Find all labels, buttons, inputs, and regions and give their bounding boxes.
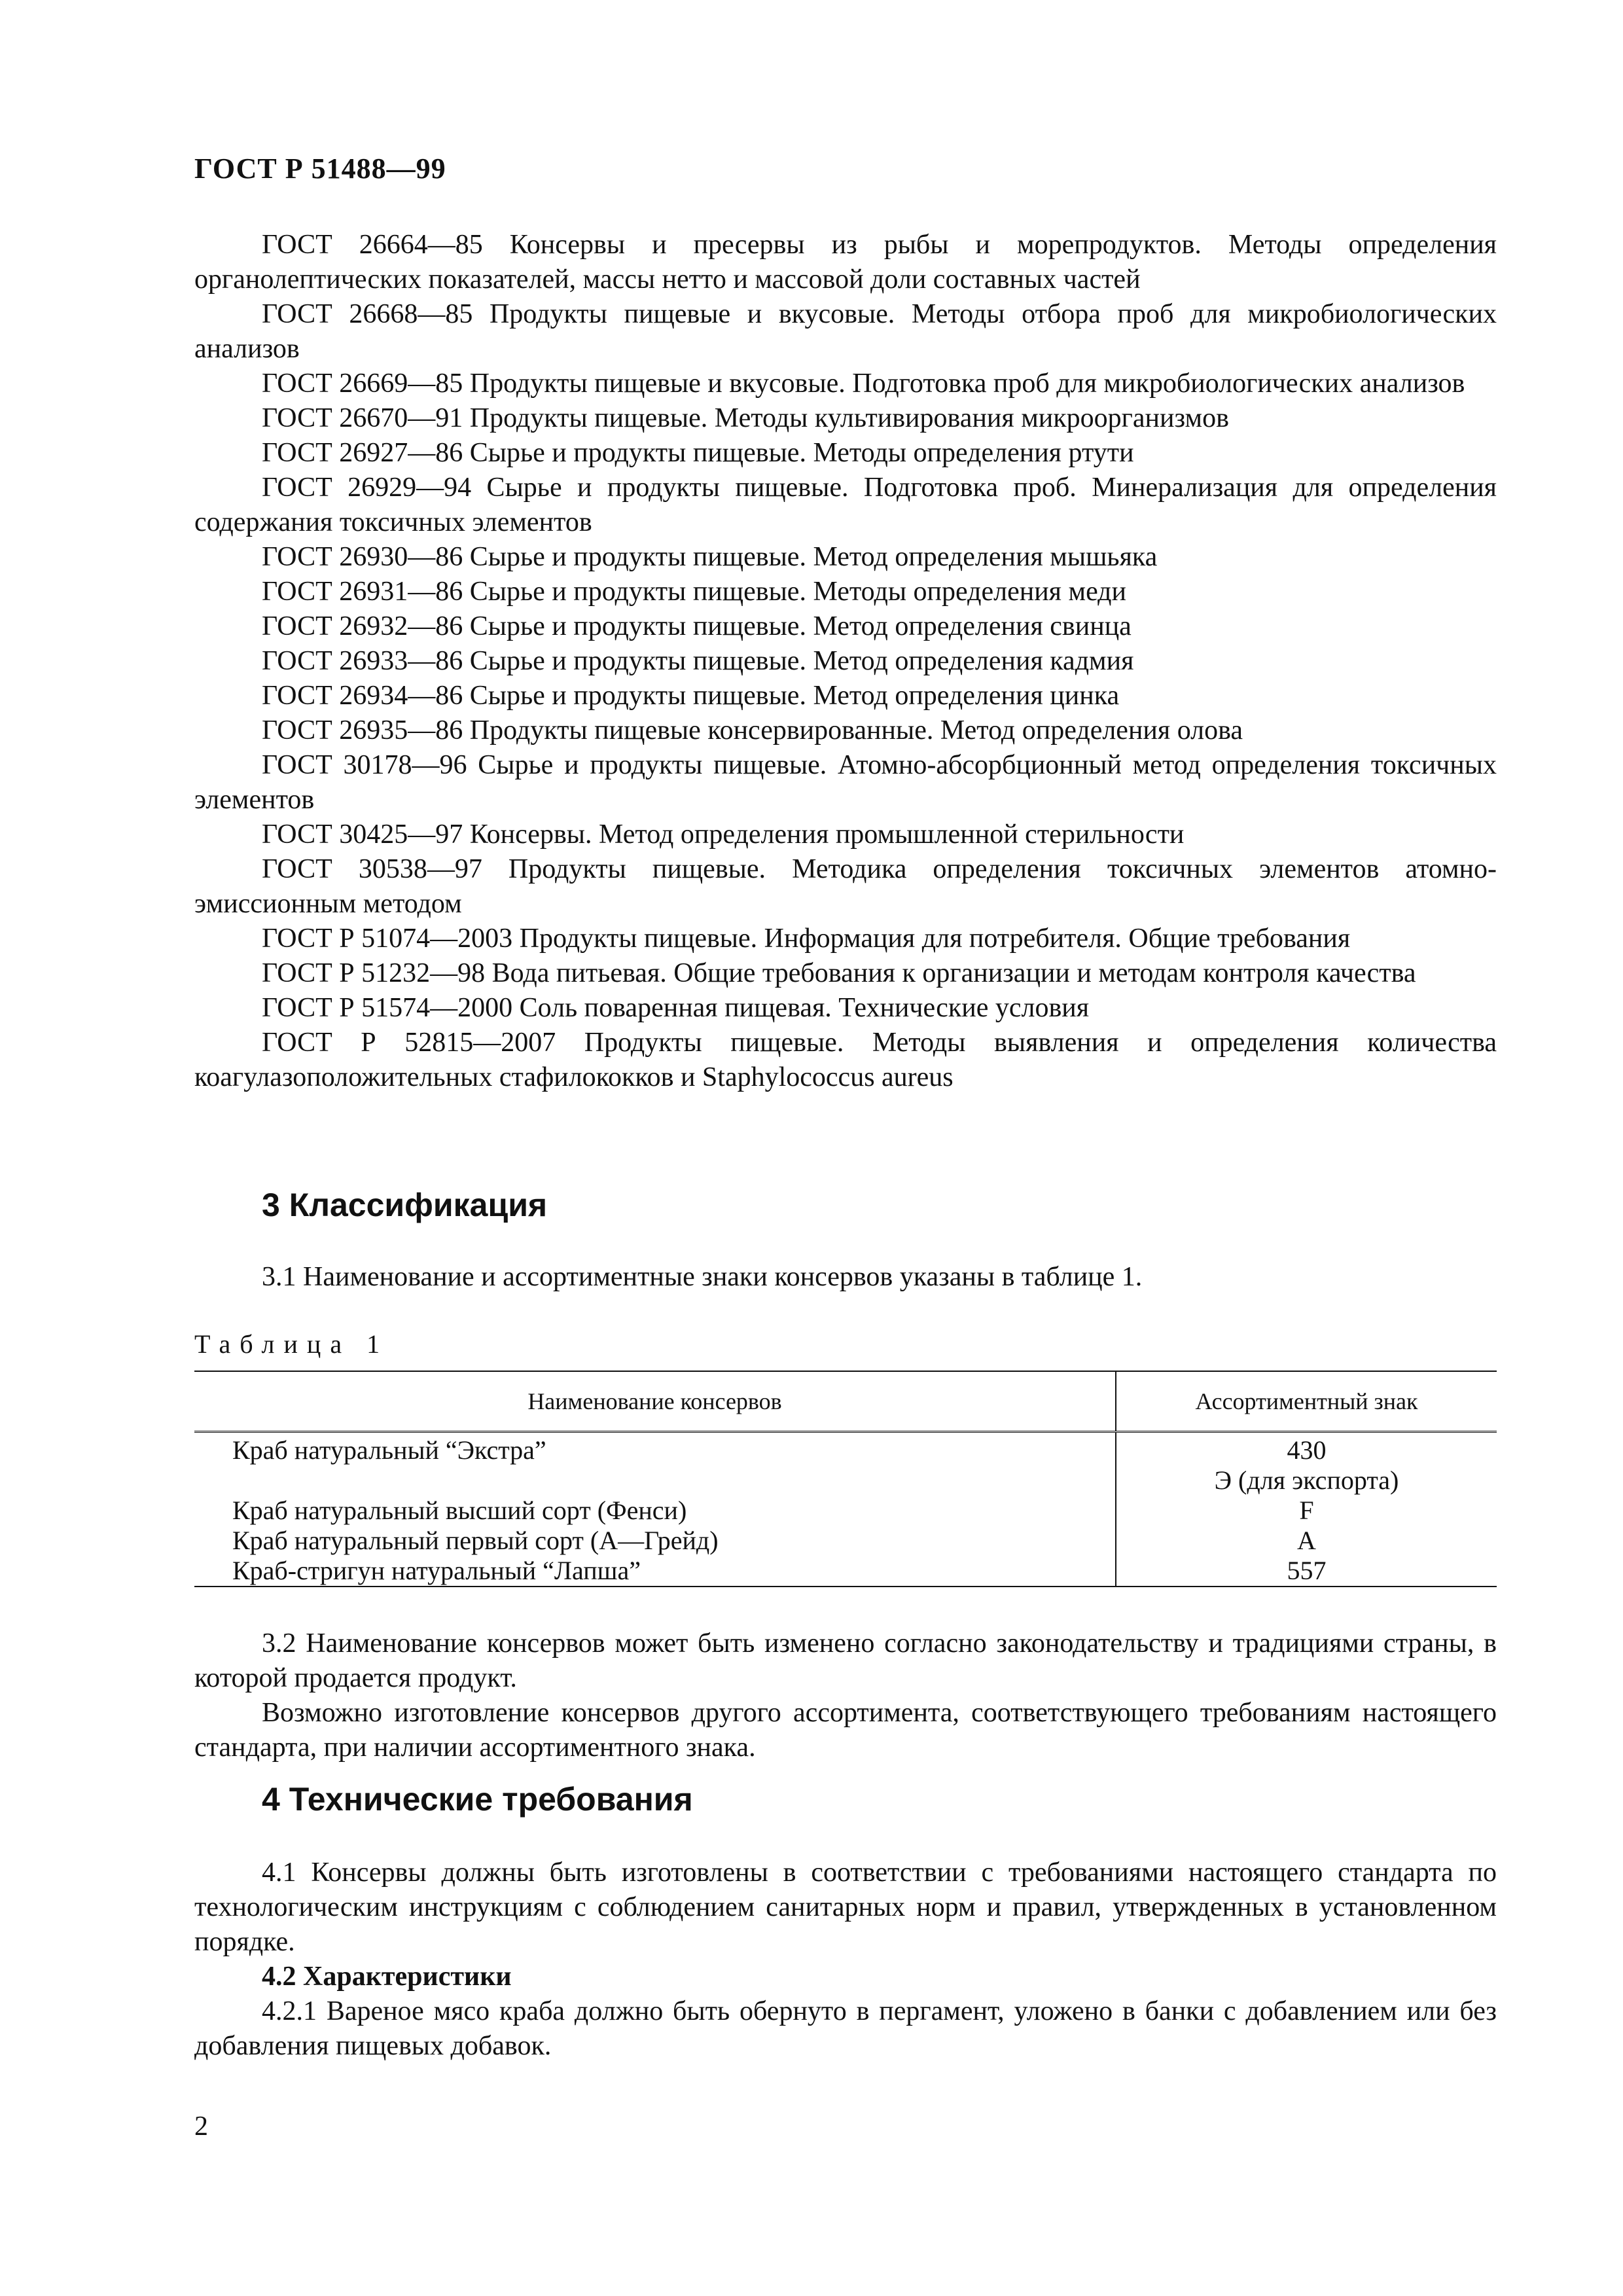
reference-item: ГОСТ 30178—96 Сырье и продукты пищевые. Атомно-абсорбционный метод определения токсичных элементов xyxy=(194,750,1497,815)
paragraph-3-3: Возможно изготовление консервов другого ассортимента, соответствующего требованиям настоящего стандарта, при наличии ассортиментного знака. xyxy=(194,1698,1497,1763)
reference-item: ГОСТ 26670—91 Продукты пищевые. Методы культивирования микроорганизмов xyxy=(262,403,1229,433)
section-4-title: 4 Технические требования xyxy=(262,1781,693,1818)
code-export-value: Э (для экспорта) xyxy=(1214,1465,1399,1495)
reference-item: ГОСТ Р 52815—2007 Продукты пищевые. Методы выявления и определения количества коагулазоположительных стафилококков и Staphylococcus aureus xyxy=(194,1028,1497,1092)
section-3-paragraph xyxy=(194,1260,1497,1295)
table-cell-code: F xyxy=(1299,1496,1314,1525)
reference-item: ГОСТ 26927—86 Сырье и продукты пищевые. Методы определения ртути xyxy=(262,438,1134,468)
table-header-code: Ассортиментный знак xyxy=(1116,1371,1497,1432)
table-row xyxy=(194,1432,1497,1496)
table-cell-code: A xyxy=(1297,1526,1316,1555)
table-cell-name: Краб-стригун натуральный “Лапша” xyxy=(194,1556,1116,1587)
section-4-body xyxy=(194,1856,1497,2064)
paragraph-4-2-1: 4.2.1 Вареное мясо краба должно быть обернуто в пергамент, уложено в банки с добавлением или без добавления пищевых добавок. xyxy=(194,1996,1497,2061)
table-cell-code: 557 xyxy=(1116,1556,1497,1587)
reference-item: ГОСТ Р 51232—98 Вода питьевая. Общие требования к организации и методам контроля качества xyxy=(262,958,1416,988)
document-header: ГОСТ Р 51488—99 xyxy=(194,152,446,185)
section-3-notes xyxy=(194,1626,1497,1765)
paragraph-4-1: 4.1 Консервы должны быть изготовлены в соответствии с требованиями настоящего стандарта по технологическим инструкциям с соблюдением санитарных норм и правил, утвержденных в установленном порядке. xyxy=(194,1857,1497,1957)
table-row xyxy=(194,1556,1497,1587)
reference-item: ГОСТ 26935—86 Продукты пищевые консервированные. Метод определения олова xyxy=(262,715,1243,745)
reference-item: ГОСТ 26930—86 Сырье и продукты пищевые. Метод определения мышьяка xyxy=(262,542,1158,572)
code-value: 430 xyxy=(1287,1435,1327,1465)
page-number: 2 xyxy=(194,2111,208,2142)
reference-item: ГОСТ 26932—86 Сырье и продукты пищевые. Метод определения свинца xyxy=(262,611,1132,641)
reference-item: ГОСТ 26931—86 Сырье и продукты пищевые. Методы определения меди xyxy=(262,577,1127,607)
paragraph-3-1: 3.1 Наименование и ассортиментные знаки консервов указаны в таблице 1. xyxy=(262,1262,1143,1292)
reference-item: ГОСТ 30538—97 Продукты пищевые. Методика определения токсичных элементов атомно-эмиссионным методом xyxy=(194,854,1497,919)
reference-item: ГОСТ 26669—85 Продукты пищевые и вкусовые. Подготовка проб для микробиологических анализов xyxy=(262,368,1465,399)
reference-item: ГОСТ 26929—94 Сырье и продукты пищевые. Подготовка проб. Минерализация для определения содержания токсичных элементов xyxy=(194,473,1497,537)
table-header-name: Наименование консервов xyxy=(194,1371,1116,1432)
section-3-title: 3 Классификация xyxy=(262,1187,548,1223)
table-cell-code xyxy=(1116,1432,1497,1496)
table-caption: Таблица 1 xyxy=(194,1329,389,1359)
reference-item: ГОСТ 26933—86 Сырье и продукты пищевые. Метод определения кадмия xyxy=(262,646,1134,676)
reference-item: ГОСТ 26934—86 Сырье и продукты пищевые. Метод определения цинка xyxy=(262,681,1120,711)
table-row xyxy=(194,1526,1497,1556)
reference-item: ГОСТ 26668—85 Продукты пищевые и вкусовые. Методы отбора проб для микробиологических анализов xyxy=(194,299,1497,364)
reference-item: ГОСТ Р 51574—2000 Соль поваренная пищевая. Технические условия xyxy=(262,993,1090,1023)
table-cell-name: Краб натуральный высший сорт (Фенси) xyxy=(194,1496,1116,1526)
table-cell-name: Краб натуральный первый сорт (А—Грейд) xyxy=(194,1526,1116,1556)
assortment-table xyxy=(194,1371,1497,1587)
reference-item: ГОСТ Р 51074—2003 Продукты пищевые. Информация для потребителя. Общие требования xyxy=(262,924,1351,954)
reference-item: ГОСТ 26664—85 Консервы и пресервы из рыбы и морепродуктов. Методы определения органолептических показателей, массы нетто и массовой доли составных частей xyxy=(194,230,1497,295)
paragraph-3-2: 3.2 Наименование консервов может быть изменено согласно законодательству и традициями страны, в которой продается продукт. xyxy=(194,1628,1497,1693)
subsection-4-2-title: 4.2 Характеристики xyxy=(262,1962,512,1992)
table-cell-name: Краб натуральный “Экстра” xyxy=(194,1432,1116,1496)
table-row xyxy=(194,1496,1497,1526)
references-list xyxy=(194,228,1497,1095)
reference-item: ГОСТ 30425—97 Консервы. Метод определения промышленной стерильности xyxy=(262,819,1185,850)
